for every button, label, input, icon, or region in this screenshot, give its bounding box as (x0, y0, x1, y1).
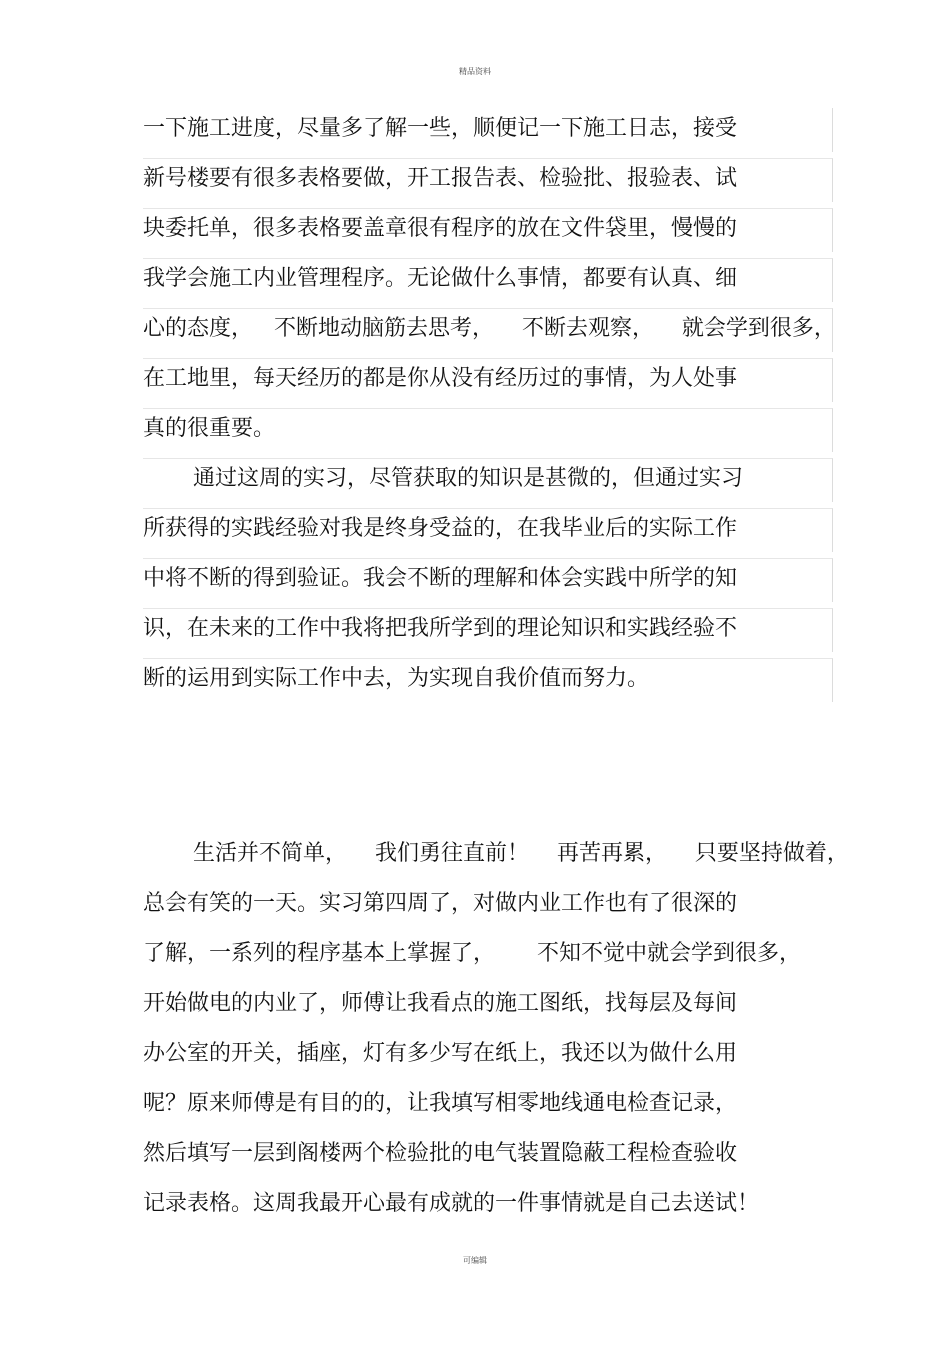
body-text-line: 一下施工进度，尽量多了解一些，顺便记一下施工日志，接受 (143, 116, 738, 141)
body-text-line: 办公室的开关，插座，灯有多少写在纸上，我还以为做什么用 (143, 1041, 738, 1066)
body-text-line: 新号楼要有很多表格要做，开工报告表、检验批、报验表、试 (143, 166, 738, 191)
body-text-line: 真的很重要。 (143, 416, 276, 441)
body-text-line: 识，在未来的工作中我将把我所学到的理论知识和实践经验不 (143, 616, 738, 641)
body-text-line: 总会有笑的一天。实习第四周了，对做内业工作也有了很深的 (143, 891, 738, 916)
body-text-line: 中将不断的得到验证。我会不断的理解和体会实践中所学的知 (143, 566, 738, 591)
body-text-line: 然后填写一层到阁楼两个检验批的电气装置隐蔽工程检查验收 (143, 1141, 738, 1166)
body-text-line: 心的态度， 不断地动脑筋去思考， 不断去观察， 就会学到很多， (143, 316, 836, 341)
body-text-line: 块委托单，很多表格要盖章很有程序的放在文件袋里，慢慢的 (143, 216, 738, 241)
page-header-note: 精品资料 (459, 67, 491, 76)
body-text-line: 呢？原来师傅是有目的的，让我填写相零地线通电检查记录， (143, 1091, 738, 1116)
body-text-line: 了解，一系列的程序基本上掌握了， 不知不觉中就会学到很多， (143, 941, 801, 966)
body-text-line: 开始做电的内业了，师傅让我看点的施工图纸，找每层及每间 (143, 991, 738, 1016)
body-text-line: 所获得的实践经验对我是终身受益的，在我毕业后的实际工作 (143, 516, 738, 541)
paragraph-start-line: 生活并不简单， 我们勇往直前！ 再苦再累， 只要坚持做着， (193, 841, 849, 866)
body-text-line: 记录表格。这周我最开心最有成就的一件事情就是自己去送试！ (143, 1191, 760, 1216)
page-footer-note: 可编辑 (463, 1256, 487, 1265)
body-text-line: 在工地里，每天经历的都是你从没有经历过的事情，为人处事 (143, 366, 738, 391)
body-text-line: 断的运用到实际工作中去，为实现自我价值而努力。 (143, 666, 650, 691)
paragraph-start-line: 通过这周的实习，尽管获取的知识是甚微的，但通过实习 (193, 466, 744, 491)
body-text-line: 我学会施工内业管理程序。无论做什么事情，都要有认真、细 (143, 266, 738, 291)
